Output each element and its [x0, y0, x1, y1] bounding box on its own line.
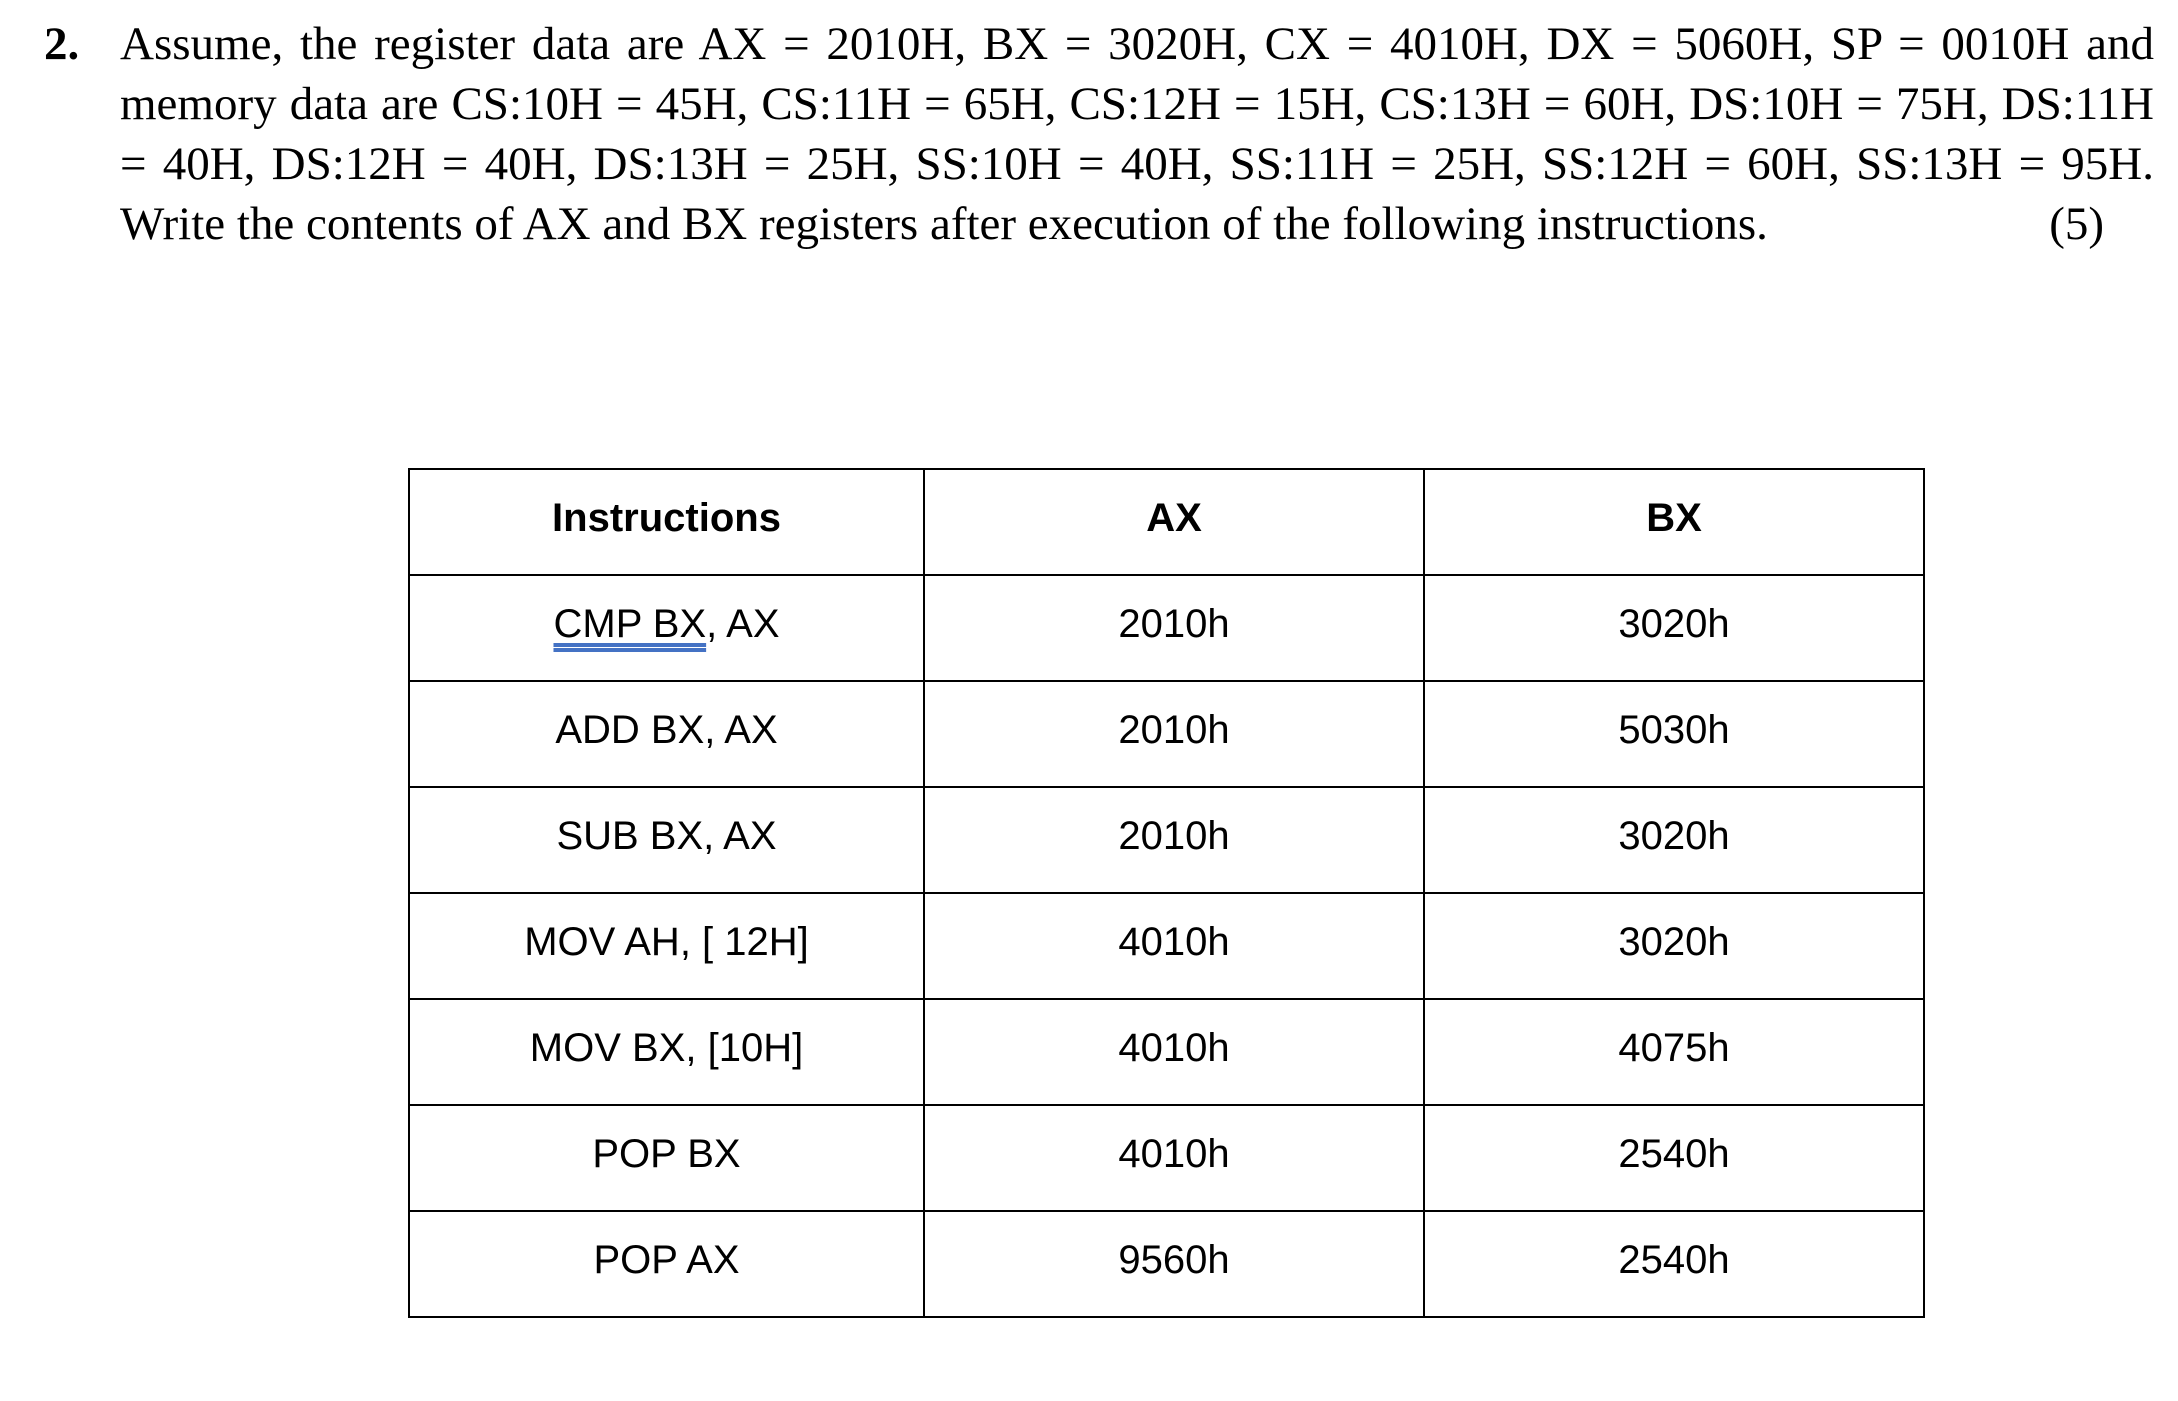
instruction-rest: POP AX [593, 1238, 740, 1282]
ax-cell: 9560h [924, 1211, 1424, 1317]
question-block [44, 14, 2154, 254]
header-instructions: Instructions [409, 469, 924, 575]
ax-cell: 4010h [924, 1105, 1424, 1211]
table-row [409, 1105, 1924, 1211]
instruction-rest: MOV AH, [ 12H] [524, 920, 809, 964]
register-table [408, 468, 1925, 1318]
bx-cell: 2540h [1424, 1105, 1924, 1211]
bx-cell: 2540h [1424, 1211, 1924, 1317]
table-header-row [409, 469, 1924, 575]
ax-cell: 4010h [924, 999, 1424, 1105]
bx-cell: 3020h [1424, 893, 1924, 999]
instruction-cell [409, 575, 924, 681]
bx-cell: 3020h [1424, 575, 1924, 681]
question-line-last [120, 194, 2154, 254]
question-line: memory data are CS:10H = 45H, CS:11H = 65H, CS:12H = 15H, CS:13H = 60H, DS:10H = 75H, DS:11H [120, 78, 2154, 130]
instruction-cell [409, 681, 924, 787]
bx-cell: 5030h [1424, 681, 1924, 787]
instruction-cell [409, 1211, 924, 1317]
question-line: Assume, the register data are AX = 2010H, BX = 3020H, CX = 4010H, DX = 5060H, SP = 0010H and [120, 18, 2154, 70]
table-row [409, 893, 1924, 999]
instruction-cell [409, 787, 924, 893]
instruction-op-spellchecked: CMP BX [553, 602, 707, 646]
question-line: = 40H, DS:12H = 40H, DS:13H = 25H, SS:10H = 40H, SS:11H = 25H, SS:12H = 60H, SS:13H = 95H. [120, 138, 2154, 190]
ax-cell: 4010h [924, 893, 1424, 999]
table-row [409, 681, 1924, 787]
table-row [409, 575, 1924, 681]
question-line: Write the contents of AX and BX registers after execution of the following instructions. [120, 198, 1768, 250]
instruction-rest: MOV BX, [10H] [529, 1026, 804, 1070]
table-row [409, 1211, 1924, 1317]
bx-cell: 4075h [1424, 999, 1924, 1105]
instruction-rest: , AX [706, 602, 780, 646]
instruction-cell [409, 1105, 924, 1211]
question-marks: (5) [2049, 198, 2104, 250]
header-bx: BX [1424, 469, 1924, 575]
ax-cell: 2010h [924, 575, 1424, 681]
instruction-cell [409, 893, 924, 999]
instruction-rest: SUB BX, AX [556, 814, 777, 858]
question-number: 2. [44, 18, 80, 70]
instruction-rest: ADD BX, AX [555, 708, 778, 752]
table-row [409, 999, 1924, 1105]
ax-cell: 2010h [924, 787, 1424, 893]
instruction-cell [409, 999, 924, 1105]
header-ax: AX [924, 469, 1424, 575]
instruction-rest: POP BX [592, 1132, 741, 1176]
bx-cell: 3020h [1424, 787, 1924, 893]
question-text [120, 14, 2154, 254]
table-row [409, 787, 1924, 893]
ax-cell: 2010h [924, 681, 1424, 787]
